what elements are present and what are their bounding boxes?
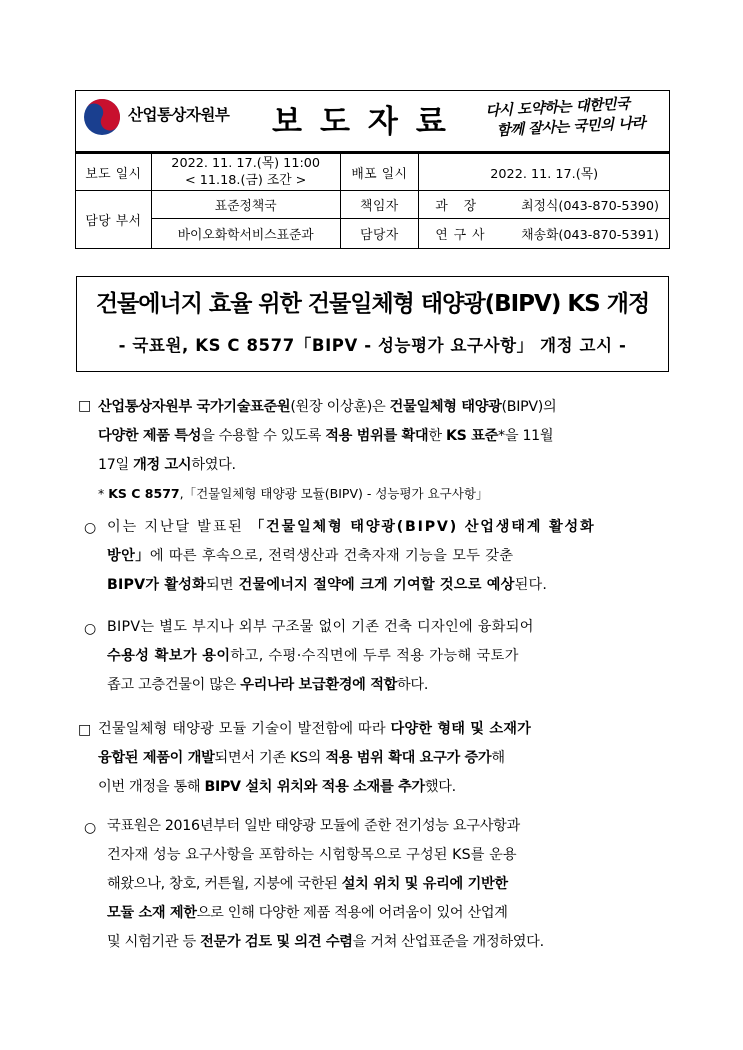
body-text: 으로 인해 다양한 제품 적용에 어려움이 있어 산업계 (196, 905, 508, 921)
slogan (485, 92, 667, 141)
body-text: 이번 개정을 통해 (98, 779, 205, 795)
body-text: 된다. (514, 577, 548, 593)
emphasized-text: 「건물일체형 태양광(BIPV) 산업생태계 활성화 (249, 519, 596, 535)
square-bullet-icon: □ (78, 398, 92, 414)
in-charge-contact (419, 219, 670, 249)
body-text: 건자재 성능 요구사항을 포함하는 시험항목으로 구성된 KS를 운용 (107, 847, 517, 863)
circle-bullet-icon: ○ (84, 520, 97, 536)
emphasized-text: 수용성 확보가 용이 (107, 648, 231, 664)
emphasized-text: 다양한 제품 특성 (98, 428, 202, 444)
emphasized-text: 산업통상자원부 국가기술표준원 (98, 399, 291, 415)
body-text: (BIPV)의 (501, 399, 557, 415)
sub-paragraph-2 (107, 613, 534, 700)
sub-paragraph-1 (107, 513, 596, 600)
headline-subtitle: - 국표원, KS C 8577「BIPV - 성능평가 요구사항」 개정 고시 - (118, 336, 627, 355)
page-title: 보도자료 (272, 104, 464, 140)
body-text: 해 (491, 750, 505, 766)
responsible-name: 최정식(043-870-5390) (521, 199, 659, 214)
emphasized-text: BIPV가 활성화 (107, 577, 207, 593)
text-line (107, 841, 544, 870)
headline-title: 건물에너지 효율 위한 건물일체형 태양광(BIPV) KS 개정 (95, 291, 650, 317)
emphasized-text: KS C 8577 (108, 486, 180, 501)
emphasized-text: 적용 범위를 확대 (325, 428, 429, 444)
body-text: 을 거쳐 산업표준을 개정하였다. (352, 934, 544, 950)
ministry-name: 산업통상자원부 (128, 106, 230, 124)
release-info-table (75, 153, 670, 249)
body-text: 하였다. (191, 457, 236, 473)
department-bureau: 표준정책국 (151, 191, 340, 219)
responsible-label: 책임자 (340, 191, 419, 219)
emphasized-text: 설치 위치 및 유리에 기반한 (341, 876, 508, 892)
body-text: 했다. (424, 779, 456, 795)
paragraph-1 (98, 393, 556, 480)
text-line (107, 671, 534, 700)
text-line (98, 744, 531, 773)
headline-box (76, 276, 669, 372)
emphasized-text: 다양한 형태 및 소재가 (390, 721, 532, 737)
body-text: 국표원은 2016년부터 일반 태양광 모듈에 준한 전기성능 요구사항과 (107, 818, 520, 834)
text-line (98, 773, 531, 802)
body-text: 17일 (98, 457, 134, 473)
in-charge-label: 담당자 (340, 219, 419, 249)
sub-paragraph-3 (107, 812, 544, 957)
department-label: 담당 부서 (76, 191, 152, 249)
body-text: * (98, 486, 109, 501)
circle-bullet-icon: ○ (84, 820, 97, 836)
text-line (107, 513, 596, 542)
emphasized-text: KS 표준 (445, 428, 499, 444)
responsible-title: 과 장 (435, 199, 483, 214)
text-line (107, 613, 534, 642)
emphasized-text: 개정 고시 (133, 457, 192, 473)
text-line (107, 642, 534, 671)
distribute-date-label: 배포 일시 (340, 154, 419, 191)
body-text: 해왔으나, 창호, 커튼월, 지붕에 국한된 (107, 876, 342, 892)
body-text: BIPV는 별도 부지나 외부 구조물 없이 기존 건축 디자인에 융화되어 (107, 619, 534, 635)
text-line (107, 928, 544, 957)
body-text: *을 11월 (498, 428, 554, 444)
footnote (98, 484, 488, 502)
emphasized-text: 건물일체형 태양광 (389, 399, 502, 415)
emphasized-text: 건물에너지 절약에 크게 기여할 것으로 예상 (238, 577, 515, 593)
body-text: 한 (428, 428, 446, 444)
paragraph-2 (98, 715, 531, 802)
report-date-label: 보도 일시 (76, 154, 152, 191)
body-text: 및 시험기관 등 (107, 934, 201, 950)
press-release-header (75, 90, 670, 153)
text-line (98, 451, 556, 480)
emphasized-text: 융합된 제품이 개발 (98, 750, 215, 766)
department-division: 바이오화학서비스표준과 (151, 219, 340, 249)
text-line (98, 393, 556, 422)
text-line (107, 899, 544, 928)
body-text: 이는 지난달 발표된 (107, 519, 250, 535)
body-text: 되면서 기존 KS의 (214, 750, 326, 766)
report-date-value (151, 154, 340, 191)
text-line (98, 715, 531, 744)
body-text: (원장 이상훈)은 (290, 399, 390, 415)
text-line (107, 870, 544, 899)
text-line (98, 422, 556, 451)
body-text: 을 수용할 수 있도록 (201, 428, 326, 444)
distribute-date-value: 2022. 11. 17.(목) (419, 154, 670, 191)
text-line (107, 542, 596, 571)
body-text: 에 따른 후속으로, 전력생산과 건축자재 기능을 모두 갖춘 (149, 548, 514, 564)
body-text: 되면 (206, 577, 239, 593)
taegeuk-logo-icon (82, 97, 122, 137)
circle-bullet-icon: ○ (84, 621, 97, 637)
body-text: 건물일체형 태양광 모듈 기술이 발전함에 따라 (98, 721, 391, 737)
responsible-contact (419, 191, 670, 219)
body-text: ,「건물일체형 태양광 모듈(BIPV) - 성능평가 요구사항」 (179, 486, 489, 501)
body-text: 좁고 고층건물이 많은 (107, 677, 241, 693)
slogan-line-2: 함께 잘사는 국민의 나라 (496, 114, 646, 140)
report-date-line-1: 2022. 11. 17.(목) 11:00 (171, 156, 321, 171)
emphasized-text: 적용 범위 확대 요구가 증가 (325, 750, 492, 766)
emphasized-text: 우리나라 보급환경에 적합 (240, 677, 398, 693)
report-date-line-2: < 11.18.(금) 조간 > (184, 173, 307, 188)
body-text: 하고, 수평·수직면에 두루 적용 가능해 국토가 (230, 648, 519, 664)
text-line (107, 812, 544, 841)
emphasized-text: 방안」 (107, 548, 150, 564)
text-line (107, 571, 596, 600)
emphasized-text: 전문가 검토 및 의견 수렴 (200, 934, 353, 950)
slogan-line-1: 다시 도약하는 대한민국 (485, 95, 630, 120)
in-charge-title: 연구사 (435, 228, 491, 243)
in-charge-name: 채송화(043-870-5391) (521, 228, 659, 243)
body-text: 하다. (397, 677, 429, 693)
square-bullet-icon: □ (78, 722, 92, 738)
emphasized-text: 모듈 소재 제한 (107, 905, 197, 921)
emphasized-text: BIPV 설치 위치와 적용 소재를 추가 (204, 779, 425, 795)
